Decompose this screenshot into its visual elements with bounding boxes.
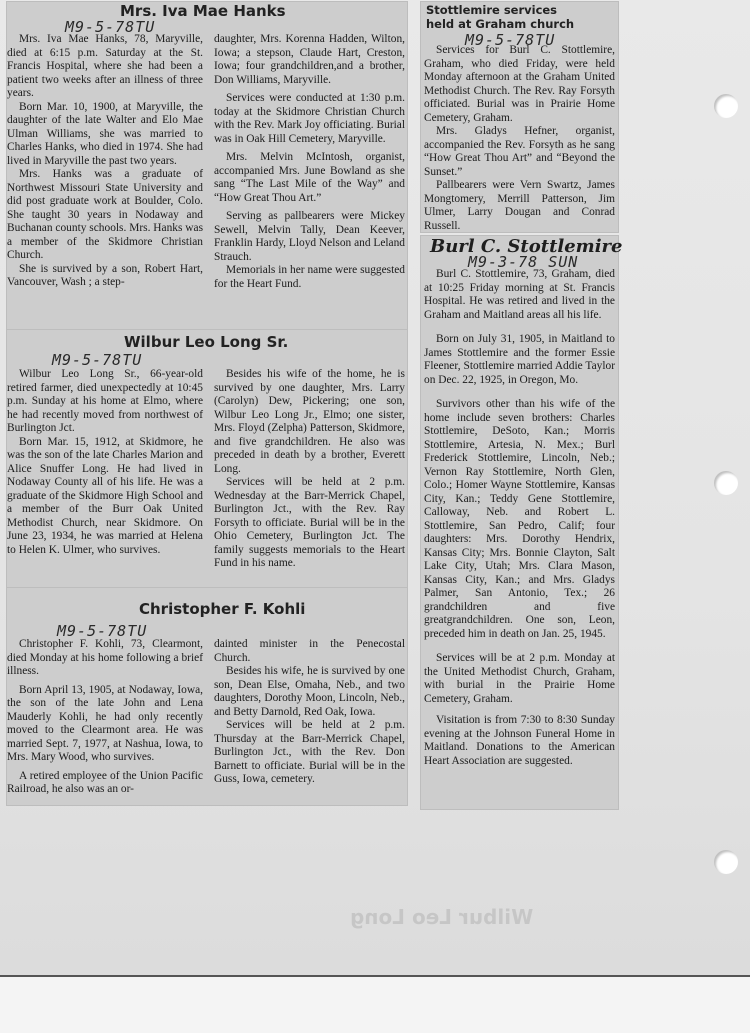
headline-stottlemire: Burl C. Stottlemire (430, 236, 623, 257)
paragraph: Pallbearers were Vern Swartz, James Mongtomery, Merrill Patterson, Jim Ulmer, Larry Dougan and Conrad Russell. (424, 179, 615, 232)
handwritten-date-kohli: M9-5-78TU (57, 622, 148, 640)
handwritten-date-services: M9-5-78TU (465, 31, 556, 49)
paragraph: Serving as pallbearers were Mickey Sewell, Melvin Tally, Dean Keever, Franklin Hardy, Lloyd Nelson and Leland Strauch. (214, 210, 405, 263)
paragraph: Wilbur Leo Long Sr., 66-year-old retired farmer, died unexpectedly at 10:45 p.m. Sunday at his home at Elmo, where he had recently moved from northwest of Burlington Jct. (7, 368, 203, 434)
paragraph: Besides his wife, he is survived by one son, Dean Else, Omaha, Neb., and two daughters, Dorothy Moon, Lincoln, Neb., and Betty Darnold, Red Oak, Iowa. (214, 665, 405, 718)
paragraph: Burl C. Stottlemire, 73, Graham, died at 10:25 Friday morning at St. Francis Hospital. He was retired and lived in the Graham and Maitland areas all his life. (424, 268, 615, 321)
paragraph: Services were conducted at 1:30 p.m. today at the Skidmore Christian Church with the Rev. Mark Joy officiating. Burial was in Oak Hill Cemetery, Maryville. (214, 92, 405, 145)
kohli-column-1 (7, 638, 203, 797)
headline-hanks: Mrs. Iva Mae Hanks (120, 2, 286, 20)
paragraph: Services for Burl C. Stottlemire, Graham, who died Friday, were held Monday afternoon at the Graham United Methodist Church. The Rev. Ray Forsyth officiated. Burial was in Prairie Home Cemetery, Graham. (424, 44, 615, 124)
paragraph: Memorials in her name were suggested for the Heart Fund. (214, 264, 405, 290)
hanks-column-2 (214, 33, 405, 291)
paragraph: She is survived by a son, Robert Hart, Vancouver, Wash ; a step- (7, 262, 203, 288)
headline-long: Wilbur Leo Long Sr. (124, 333, 289, 351)
paragraph: Mrs. Gladys Hefner, organist, accompanied the Rev. Forsyth as he sang “How Great Thou Art” and “Beyond the Sunset.” (424, 125, 615, 178)
paragraph: Born April 13, 1905, at Nodaway, Iowa, the son of the late John and Lena Mauderly Kohli, he had only recently moved to the Clearmont area. He was married Sept. 7, 1977, at Nashua, Iowa, to Mrs. Mary Wood, who survives. (7, 683, 203, 763)
paragraph: Born on July 31, 1905, in Maitland to James Stottlemire and the former Essie Fleener, Stottlemire married Addie Taylor on Dec. 22, 1925, in Oregon, Mo. (424, 333, 615, 386)
handwritten-date-long: M9-5-78TU (52, 351, 143, 369)
paragraph: Christopher F. Kohli, 73, Clearmont, died Monday at his home following a brief illness. (7, 638, 203, 677)
headline-line: held at Graham church (426, 17, 575, 31)
headline-stottlemire-services (426, 3, 574, 31)
headline-line: Stottlemire services (426, 3, 558, 17)
paragraph: Born Mar. 10, 1900, at Maryville, the daughter of the late Walter and Elo Mae Ulman Williams, she was married to Charles Hanks, who died in 1974. She had lived in Maryville the past two years. (7, 100, 203, 167)
binder-hole-middle (714, 471, 738, 495)
hanks-column-1 (7, 33, 203, 290)
paragraph: Services will be held at 2 p.m. Wednesday at the Barr-Merrick Chapel, Burlington Jct., with the Rev. Ray Forsyth to officiate. Burial will be in the Ohio Cemetery, Burlington Jct. The family suggests memorials to the Heart Fund in his name. (214, 476, 405, 569)
paragraph: Services will be held at 2 p.m. Thursday at the Barr-Merrick Chapel, Burlington Jct., with the Rev. Don Barnett to officiate. Burial will be in the Guss, Iowa, cemetery. (214, 719, 405, 785)
paragraph: Mrs. Hanks was a graduate of Northwest Missouri State University and did post graduate work at Boulder, Colo. She taught 30 years in Nodaway and Buchanan county schools. Mrs. Hanks was a member of the Skidmore Christian Church. (7, 168, 203, 261)
paragraph: Born Mar. 15, 1912, at Skidmore, he was the son of the late Charles Marion and Alice Snuffer Long. He had lived in Nodaway County all of his life. He was a graduate of the Skidmore High School and a member of the Burr Oak United Methodist Church, near Skidmore. On June 23, 1934, he was married at Helena to Helen K. Ulmer, who survives. (7, 435, 203, 556)
stottlemire-text (424, 268, 615, 768)
paragraph: Survivors other than his wife of the home include seven brothers: Charles Stottlemire, DeSoto, Kan.; Morris Stottlemire, Artesia, N. Mex.; Burl Frederick Stottlemire, Lincoln, Neb.; Vernon Ray Stottlemire, North Glen, Colo.; Homer Wayne Stottlemire, Kansas City, Kan.; Teddy Gene Stottlemire, Calloway, Neb. and Robert L. Stottlemire, San Pedro, Calif; four daughters: Mrs. Dorothy Hendrix, Kansas City; Mrs. Bonnie Clayton, Salt Lake City, Utah; Mrs. Clara Mason, Kansas City, Kan.; and Mrs. Gladys Palmer, San Antonio, Tex.; 26 grandchildren and five greatgrandchildren. One son, Leon, preceded him in death on Jan. 25, 1945. (424, 398, 615, 640)
paragraph: Visitation is from 7:30 to 8:30 Sunday evening at the Johnson Funeral Home in Maitland. Donations to the American Heart Association are suggested. (424, 714, 615, 767)
binder-hole-bottom (714, 850, 738, 874)
paragraph: Besides his wife of the home, he is survived by one daughter, Mrs. Larry (Carolyn) Dew, Pickering; one son, Wilbur Leo Long Jr., Elmo; one sister, Mrs. Floyd (Zelpha) Patterson, Skidmore, and five grandchildren. He also was preceded in death by a brother, Everett Long. (214, 368, 405, 475)
binder-hole-top (714, 94, 738, 118)
paragraph: A retired employee of the Union Pacific Railroad, he also was an or- (7, 769, 203, 795)
handwritten-date-stottlemire: M9-3-78 SUN (468, 253, 579, 271)
paragraph: dainted minister in the Penecostal Church. (214, 638, 405, 664)
stottlemire-services-text (424, 44, 615, 233)
scan-background (0, 977, 750, 1033)
paragraph: Mrs. Melvin McIntosh, organist, accompanied Mrs. June Bowland as she sang “The Last Mile of the Way” and “How Great Thou Art.” (214, 151, 405, 204)
long-column-1 (7, 368, 203, 557)
handwritten-date-hanks: M9-5-78TU (65, 18, 156, 36)
kohli-column-2 (214, 638, 405, 787)
paragraph: daughter, Mrs. Korenna Hadden, Wilton, Iowa; a stepson, Claude Hart, Creston, Iowa; four grandchildren,and a brother, Don Williams, Maryville. (214, 33, 405, 86)
headline-kohli: Christopher F. Kohli (139, 600, 306, 618)
long-column-2 (214, 368, 405, 571)
paragraph: Mrs. Iva Mae Hanks, 78, Maryville, died at 6:15 p.m. Saturday at the St. Francis Hospital, where she had been a patient two weeks after an illness of three years. (7, 33, 203, 99)
bleed-through-text: Wilbur Leo Long (350, 905, 534, 929)
paragraph: Services will be at 2 p.m. Monday at the United Methodist Church, Graham, with burial in the Prairie Home Cemetery, Graham. (424, 652, 615, 705)
